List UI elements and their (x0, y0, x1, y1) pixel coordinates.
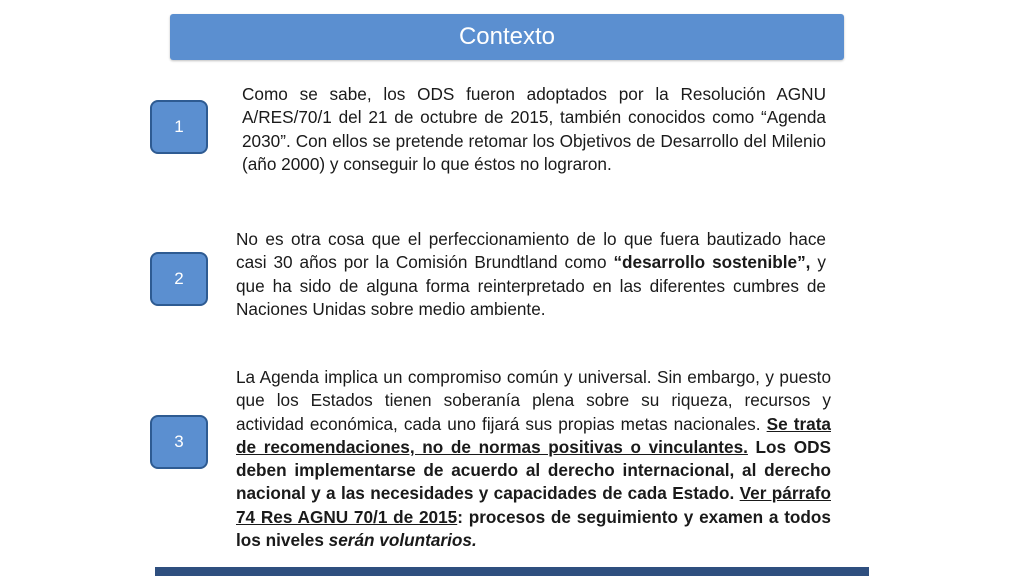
item-1-number: 1 (174, 117, 184, 136)
item-3-intro: La Agenda implica un compromiso común y universal. Sin embargo, y puesto que los Estados tienen soberanía plena sobre su riqueza, recursos y actividad económica, cada uno fijará sus propias metas nacionales. (236, 367, 831, 434)
item-2-text (236, 228, 826, 321)
item-2-emphasis: “desarrollo sostenible”, (613, 252, 811, 273)
item-2-text-start: No es otra cosa que el perfeccionamiento de lo que fuera bautizado hace casi 30 años por la Comisión Brundtland como (236, 229, 826, 273)
item-2-number: 2 (174, 269, 184, 288)
page-title: Contexto (458, 23, 556, 50)
item-3-reference-link[interactable]: Ver párrafo 74 Res AGNU 70/1 de 2015 (236, 483, 831, 527)
item-3-key-statement: Se trata de recomendaciones, no de normas positivas o vinculantes. (236, 413, 831, 457)
item-1-text: Como se sabe, los ODS fueron adoptados por la Resolución AGNU A/RES/70/1 del 21 de octubre de 2015, también conocidos como “Agenda 2030”. Con ellos se pretende retomar los Objetivos de Desarrollo del Milenio (año 2000) y conseguir lo que éstos no lograron. (242, 84, 826, 174)
item-2-number-badge (150, 252, 208, 306)
item-3-bold-text-2: : procesos de seguimiento y examen a todos los niveles (236, 506, 831, 551)
item-2-text-end: y que ha sido de alguna forma reinterpretado en las diferentes cumbres de Naciones Unidas sobre medio ambiente. (236, 252, 826, 319)
item-3-number: 3 (174, 432, 184, 451)
item-3-italic-text: serán voluntarios. (328, 530, 477, 551)
bottom-bar (155, 567, 869, 576)
item-3-bold-text: Los ODS deben implementarse de acuerdo al derecho internacional, al derecho nacional y a las necesidades y capacidades de cada Estado. (236, 436, 831, 504)
item-3-text (236, 366, 831, 552)
title-bar (170, 14, 844, 60)
item-1-number-badge (150, 100, 208, 154)
item-3-number-badge (150, 415, 208, 469)
